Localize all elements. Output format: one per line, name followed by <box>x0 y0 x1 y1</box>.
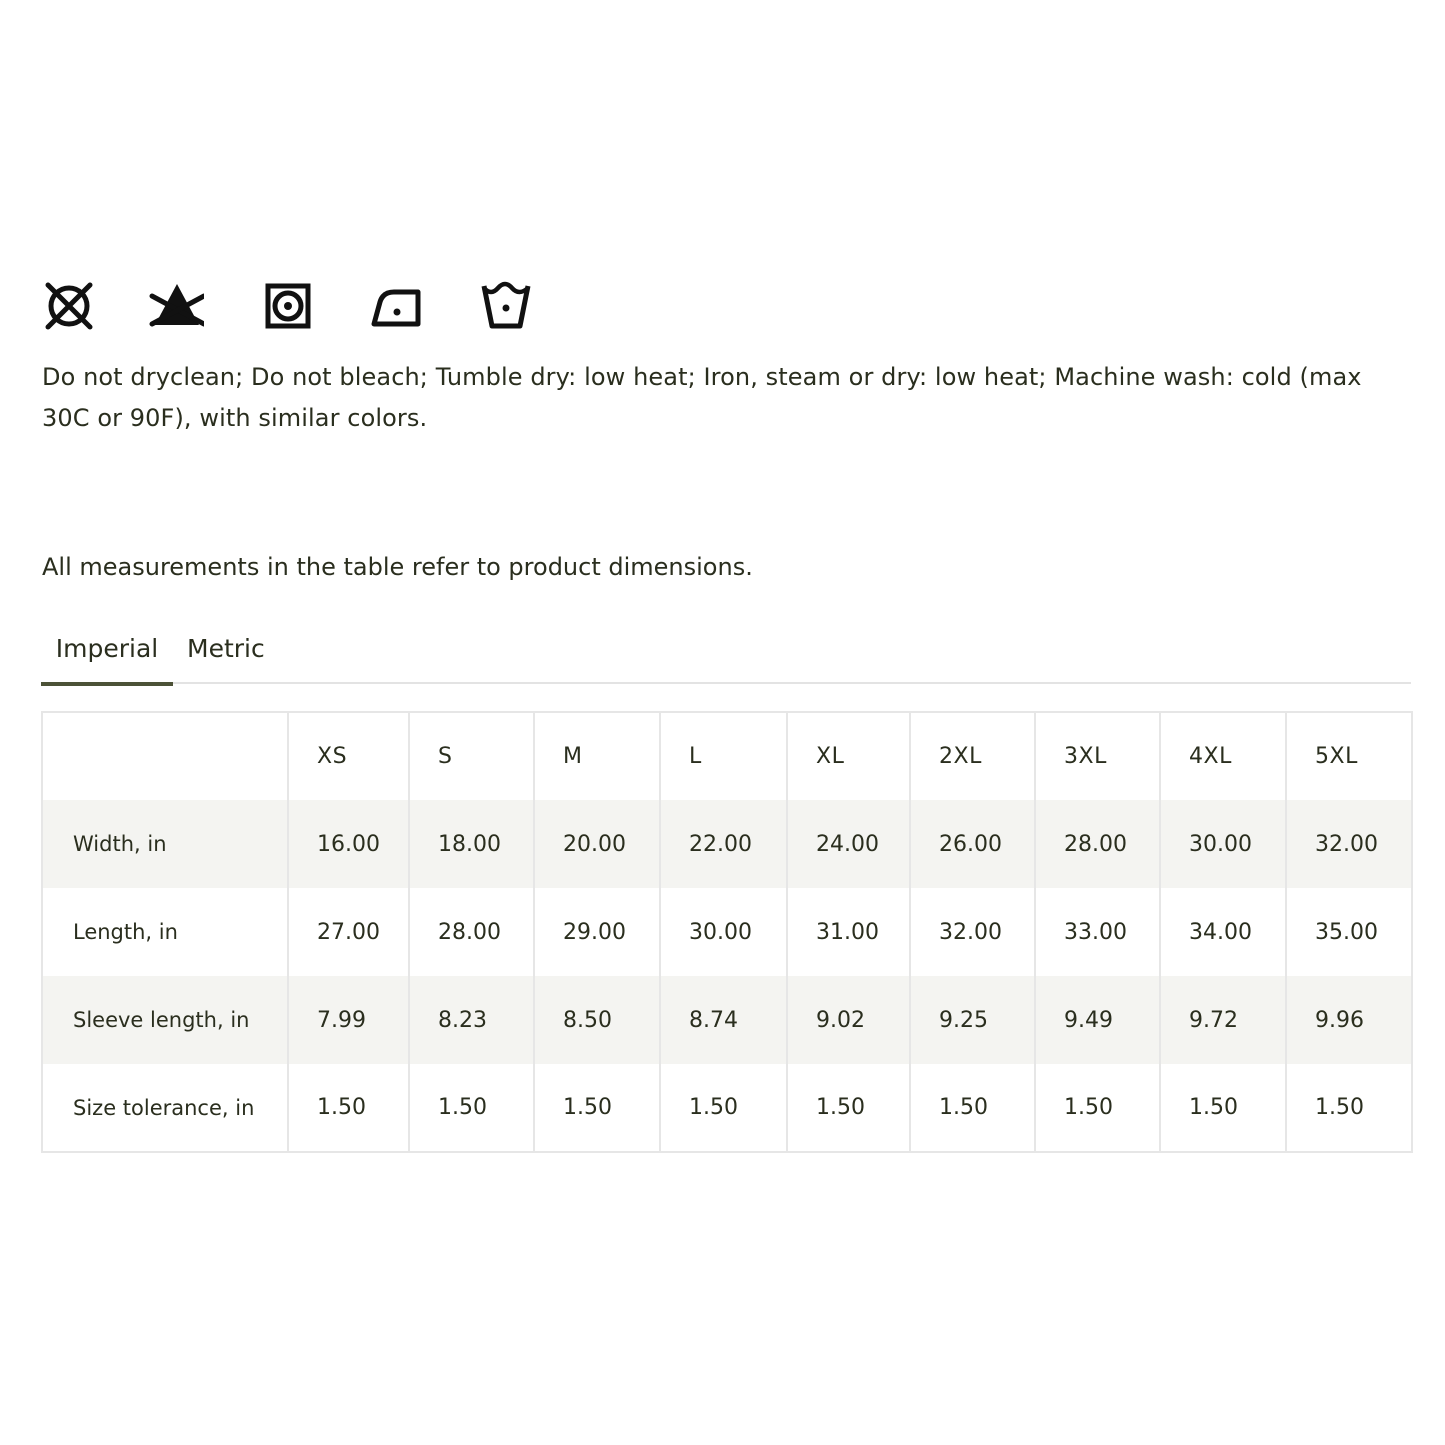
table-cell: 7.99 <box>288 976 409 1064</box>
tab-metric[interactable]: Metric <box>187 634 265 663</box>
table-cell: 26.00 <box>910 800 1035 888</box>
machine-wash-cold-icon <box>478 278 534 334</box>
size-header: S <box>409 712 534 800</box>
table-cell: 28.00 <box>409 888 534 976</box>
table-cell: 16.00 <box>288 800 409 888</box>
table-cell: 29.00 <box>534 888 660 976</box>
table-cell: 1.50 <box>1286 1064 1412 1152</box>
measurements-note: All measurements in the table refer to product dimensions. <box>42 553 753 581</box>
care-icons <box>42 278 562 334</box>
size-header: 5XL <box>1286 712 1412 800</box>
size-header: 2XL <box>910 712 1035 800</box>
table-cell: 24.00 <box>787 800 910 888</box>
row-label: Size tolerance, in <box>73 1095 255 1120</box>
table-cell: 9.49 <box>1035 976 1160 1064</box>
size-chart-table <box>41 711 1413 1153</box>
table-cell: 9.96 <box>1286 976 1412 1064</box>
do-not-bleach-icon <box>148 278 204 334</box>
tab-imperial[interactable]: Imperial <box>41 624 173 686</box>
size-header: XS <box>288 712 409 800</box>
table-cell: 33.00 <box>1035 888 1160 976</box>
table-cell: 22.00 <box>660 800 787 888</box>
table-cell: 30.00 <box>660 888 787 976</box>
row-label: Width, in <box>42 800 288 888</box>
header-corner-cell <box>42 712 288 800</box>
table-cell: 9.02 <box>787 976 910 1064</box>
table-cell: 8.50 <box>534 976 660 1064</box>
row-label: Length, in <box>73 920 178 944</box>
table-cell: 8.23 <box>409 976 534 1064</box>
table-cell: 32.00 <box>910 888 1035 976</box>
table-row <box>42 1064 1412 1152</box>
size-header: XL <box>787 712 910 800</box>
table-cell: 35.00 <box>1286 888 1412 976</box>
table-cell: 30.00 <box>1160 800 1286 888</box>
table-cell: 1.50 <box>409 1064 534 1152</box>
table-row <box>42 976 1412 1064</box>
table-cell: 1.50 <box>1035 1064 1160 1152</box>
table-cell: 9.25 <box>910 976 1035 1064</box>
care-instructions: Do not dryclean; Do not bleach; Tumble dry: low heat; Iron, steam or dry: low heat; Machine wash: cold (max 30C or 90F), with similar colors. <box>42 363 1362 432</box>
table-row <box>42 800 1412 888</box>
table-cell: 18.00 <box>409 800 534 888</box>
table-cell: 28.00 <box>1035 800 1160 888</box>
row-label: Sleeve length, in <box>42 976 288 1064</box>
table-cell: 34.00 <box>1160 888 1286 976</box>
table-row <box>42 888 1412 976</box>
table-header-row <box>42 712 1412 800</box>
do-not-dryclean-icon <box>42 278 98 334</box>
table-cell: 20.00 <box>534 800 660 888</box>
size-header: M <box>534 712 660 800</box>
unit-tabs <box>41 624 1411 684</box>
table-cell: 31.00 <box>787 888 910 976</box>
iron-low-heat-icon <box>368 278 424 334</box>
table-cell: 1.50 <box>534 1064 660 1152</box>
size-header: 4XL <box>1160 712 1286 800</box>
table-cell: 1.50 <box>787 1064 910 1152</box>
table-cell: 1.50 <box>660 1064 787 1152</box>
table-cell: 1.50 <box>288 1064 409 1152</box>
size-header: L <box>660 712 787 800</box>
table-cell: 1.50 <box>910 1064 1035 1152</box>
table-cell: 1.50 <box>1160 1064 1286 1152</box>
tumble-dry-low-icon <box>262 278 318 334</box>
table-cell: 32.00 <box>1286 800 1412 888</box>
size-header: 3XL <box>1035 712 1160 800</box>
table-cell: 9.72 <box>1160 976 1286 1064</box>
table-cell: 8.74 <box>660 976 787 1064</box>
table-cell: 27.00 <box>288 888 409 976</box>
